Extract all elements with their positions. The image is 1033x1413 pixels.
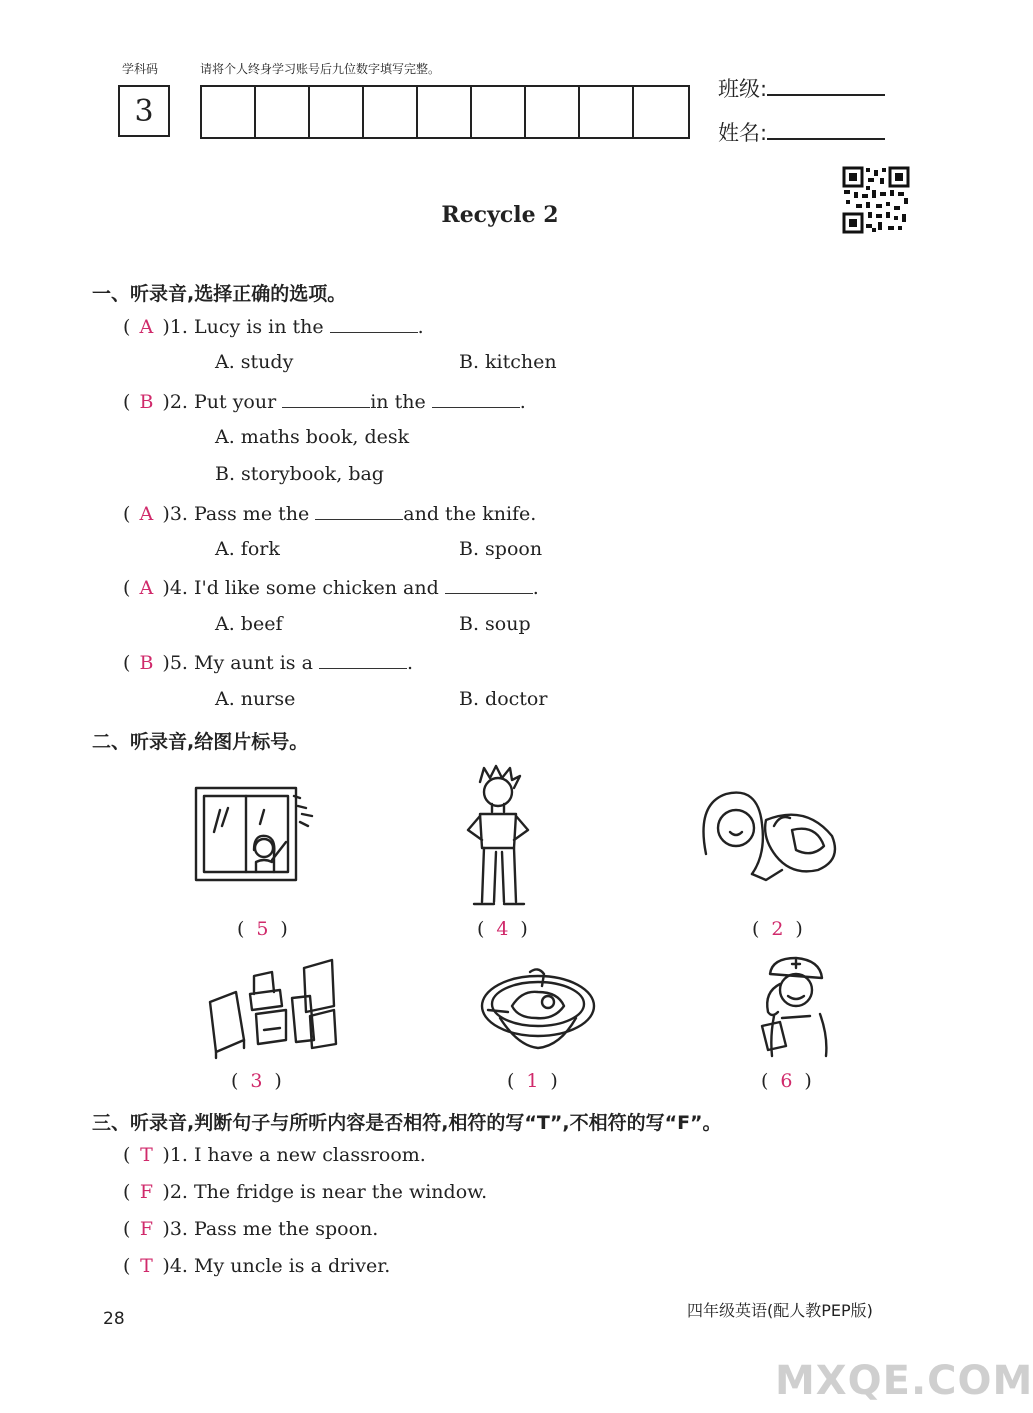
blank[interactable] — [282, 389, 370, 408]
blank[interactable] — [315, 501, 403, 520]
soup-bowl-picture — [478, 962, 598, 1054]
section2-heading: 二、听录音,给图片标号。 — [92, 731, 309, 753]
q1-option-b: B. kitchen — [459, 351, 557, 373]
digit-cell[interactable] — [256, 87, 310, 137]
digit-cell[interactable] — [310, 87, 364, 137]
tf-item-1: ( T )1. I have a new classroom. — [123, 1144, 426, 1166]
q2-option-a: A. maths book, desk — [215, 426, 410, 448]
digit-cell[interactable] — [418, 87, 472, 137]
q3-option-b: B. spoon — [459, 538, 543, 560]
account-digit-grid[interactable] — [200, 85, 690, 139]
digit-cell[interactable] — [364, 87, 418, 137]
section3-heading: 三、听录音,判断句子与所听内容是否相符,相符的写“T”,不相符的写“F”。 — [92, 1112, 722, 1134]
q2-option-b: B. storybook, bag — [215, 463, 384, 485]
question-2: ( B )2. Put your in the . — [123, 391, 526, 413]
digit-cell[interactable] — [202, 87, 256, 137]
q3-option-a: A. fork — [215, 538, 280, 560]
account-instruction: 请将个人终身学习账号后九位数字填写完整。 — [200, 62, 441, 76]
tf-item-4: ( T )4. My uncle is a driver. — [123, 1255, 391, 1277]
digit-cell[interactable] — [526, 87, 580, 137]
question-1: ( A )1. Lucy is in the . — [123, 316, 424, 338]
answer-2[interactable]: B — [139, 391, 154, 413]
subject-code-value: 3 — [134, 93, 154, 129]
boy-picture — [460, 764, 536, 908]
digit-cell[interactable] — [580, 87, 634, 137]
tf-answer-4[interactable]: T — [140, 1255, 153, 1277]
section1-heading: 一、听录音,选择正确的选项。 — [92, 283, 347, 305]
subject-code-label: 学科码 — [122, 62, 159, 76]
answer-4[interactable]: A — [139, 577, 154, 599]
blank[interactable] — [330, 314, 418, 333]
question-3: ( A )3. Pass me the and the knife. — [123, 503, 537, 525]
nurse-picture — [750, 956, 832, 1060]
class-field[interactable] — [718, 72, 885, 103]
tf-item-2: ( F )2. The fridge is near the window. — [123, 1181, 488, 1203]
blank[interactable] — [319, 650, 407, 669]
class-label: 班级: — [718, 77, 768, 101]
blank[interactable] — [445, 575, 533, 594]
living-room-picture — [206, 956, 342, 1060]
book-title: 四年级英语(配人教PEP版) — [687, 1301, 873, 1320]
tf-answer-1[interactable]: T — [140, 1144, 153, 1166]
picture-3-answer[interactable]: ( 2 ) — [752, 918, 803, 940]
picture-1-answer[interactable]: ( 5 ) — [237, 918, 288, 940]
q4-option-b: B. soup — [459, 613, 531, 635]
answer-1[interactable]: A — [139, 316, 154, 338]
q1-option-a: A. study — [215, 351, 294, 373]
answer-3[interactable]: A — [139, 503, 154, 525]
picture-5-answer[interactable]: ( 1 ) — [507, 1070, 558, 1092]
q4-option-a: A. beef — [215, 613, 283, 635]
blank[interactable] — [432, 389, 520, 408]
picture-6-answer[interactable]: ( 6 ) — [761, 1070, 812, 1092]
page-number: 28 — [103, 1309, 125, 1329]
picture-2-answer[interactable]: ( 4 ) — [477, 918, 528, 940]
page-title: Recycle 2 — [441, 202, 559, 228]
subject-code-box — [118, 85, 170, 137]
tf-answer-2[interactable]: F — [139, 1181, 154, 1203]
tf-answer-3[interactable]: F — [139, 1218, 154, 1240]
watermark: MXQE.COM — [775, 1358, 1033, 1404]
schoolbag-picture — [696, 784, 844, 894]
question-5: ( B )5. My aunt is a . — [123, 652, 413, 674]
answer-5[interactable]: B — [139, 652, 154, 674]
q5-option-a: A. nurse — [215, 688, 296, 710]
digit-cell[interactable] — [634, 87, 688, 137]
name-label: 姓名: — [718, 121, 768, 145]
window-picture — [190, 780, 322, 890]
digit-cell[interactable] — [472, 87, 526, 137]
question-4: ( A )4. I'd like some chicken and . — [123, 577, 539, 599]
picture-4-answer[interactable]: ( 3 ) — [231, 1070, 282, 1092]
q5-option-b: B. doctor — [459, 688, 548, 710]
tf-item-3: ( F )3. Pass me the spoon. — [123, 1218, 379, 1240]
name-field[interactable] — [718, 116, 885, 147]
